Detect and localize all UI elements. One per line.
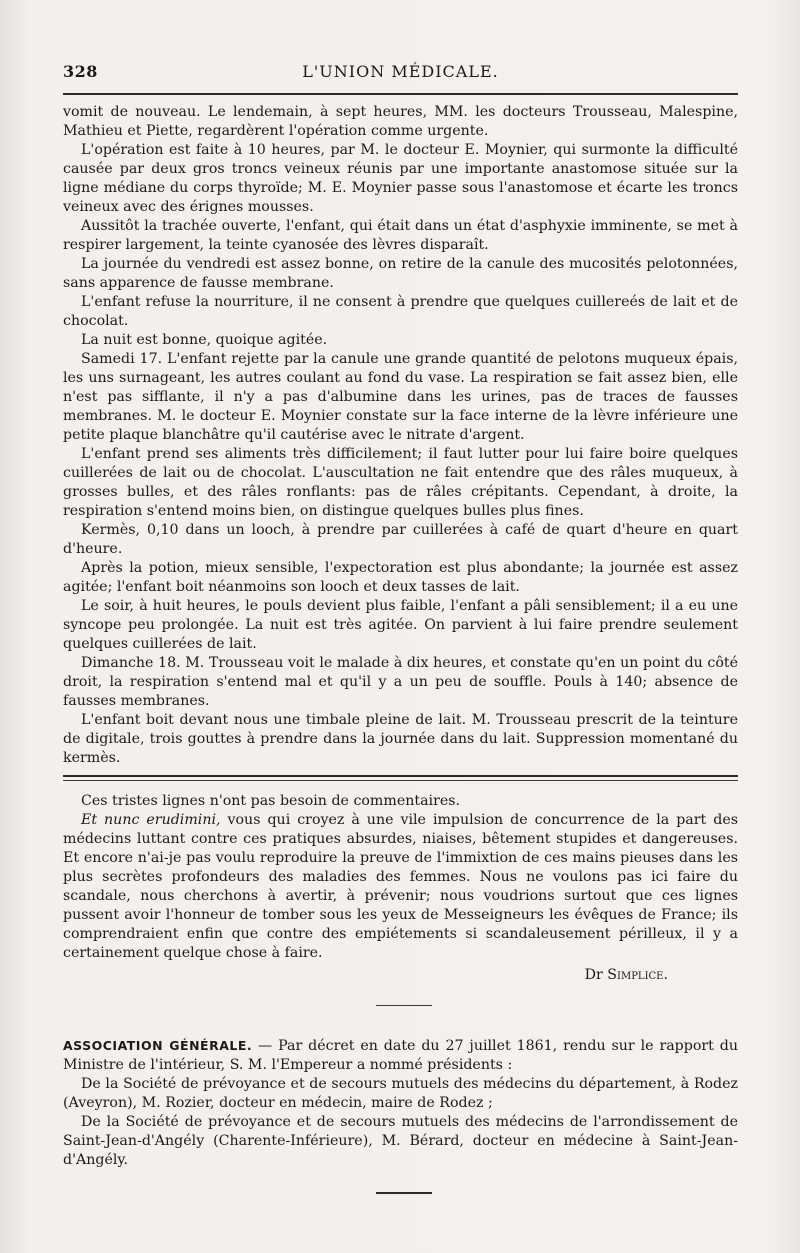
running-header [63,62,738,84]
signature [63,966,738,985]
case-paragraph: L'enfant boit devant nous une timbale pleine de lait. M. Trousseau prescrit de la teinture de digitale, trois gouttes à prendre dans la journée dans du lait. Suppression momentané du kermès. [63,712,738,766]
end-rule [376,1192,432,1194]
association-notice [63,1036,738,1170]
signature-name: Simplice. [607,967,668,983]
section-rule-top [63,775,738,777]
header-rule [63,93,738,95]
association-intro-text: — Par décret en date du 27 juillet 1861, rendu sur le rapport du Ministre de l'intérieur, S. M. l'Empereur a nommé présidents : [63,1038,738,1073]
commentary [63,792,738,985]
commentary-paragraph: Ces tristes lignes n'ont pas besoin de commentaires. [81,793,461,809]
case-paragraph: Aussitôt la trachée ouverte, l'enfant, qui était dans un état d'asphyxie imminente, se met à respirer largement, la teinte cyanosée des lèvres disparaît. [63,218,738,253]
association-item: De la Société de prévoyance et de secours mutuels des médecins de l'arrondissement de Saint-Jean-d'Angély (Charente-Inférieure), M. Bérard, docteur en médecine à Saint-Jean-d'Angély. [63,1114,738,1168]
signature-prefix: Dr [584,967,603,983]
case-paragraph: Après la potion, mieux sensible, l'expectoration est plus abondante; la journée est assez agitée; l'enfant boit néanmoins son looch et deux tasses de lait. [63,560,738,595]
separator-rule [376,1005,432,1006]
commentary-text: vous qui croyez à une vile impulsion de concurrence de la part des médecins luttant contre ces pratiques absurdes, niaises, bêtement stupides et dangereuses. Et encore n'ai-je pas voulu reproduire la preuve de l'immixtion de ces mains pieuses dans les plus secrètes profondeurs des maladies des femmes. Nous ne voulons pas ici faire du scandale, nous cherchons à avertir, à prévenir; nous voudrions surtout que ces lignes pussent avoir l'honneur de tomber sous les yeux de Messeigneurs les évêques de France; ils comprendraient enfin que contre des empiétements si scandaleusement périlleux, il y a certainement quelque chose à faire. [63,812,739,961]
association-lead: ASSOCIATION GÉNÉRALE. [63,1038,253,1053]
commentary-paragraph [63,811,738,963]
journal-title: L'UNION MÉDICALE. [302,62,499,81]
section-rule-bottom [63,780,738,781]
case-paragraph: Kermès, 0,10 dans un looch, à prendre par cuillerées à café de quart d'heure en quart d'heure. [63,522,738,557]
case-paragraph: L'opération est faite à 10 heures, par M. le docteur E. Moynier, qui surmonte la difficulté causée par deux gros troncs veineux réunis par une importante anastomose située sur la ligne médiane du corps thyroïde; M. E. Moynier passe sous l'anastomose et écarte les troncs veineux avec des érignes mousses. [63,142,738,215]
case-paragraph: L'enfant prend ses aliments très difficilement; il faut lutter pour lui faire boire quelques cuillerées de lait ou de chocolat. L'auscultation ne fait entendre que des râles muqueux, à grosses bulles, et des râles ronflants: pas de râles crépitants. Cependant, à droite, la respiration s'entend moins bien, on distingue quelques bulles plus fines. [63,446,738,519]
case-report [63,103,738,768]
case-paragraph: La journée du vendredi est assez bonne, on retire de la canule des mucosités pelotonnées, sans apparence de fausse membrane. [63,256,738,291]
association-item: De la Société de prévoyance et de secours mutuels des médecins du département, à Rodez (Aveyron), M. Rozier, docteur en médecin, maire de Rodez ; [63,1076,738,1111]
case-paragraph: Dimanche 18. M. Trousseau voit le malade à dix heures, et constate qu'en un point du côté droit, la respiration s'entend mal et qu'il y a un peu de souffle. Pouls à 140; absence de fausses membranes. [63,655,738,709]
case-paragraph: Le soir, à huit heures, le pouls devient plus faible, l'enfant a pâli sensiblement; il a eu une syncope peu prolongée. La nuit est très agitée. On parvient à lui faire prendre seulement quelques cuillerées de lait. [63,598,738,652]
page-number: 328 [63,62,98,81]
case-paragraph: La nuit est bonne, quoique agitée. [81,332,328,348]
case-paragraph: L'enfant refuse la nourriture, il ne consent à prendre que quelques cuillereés de lait et de chocolat. [63,294,738,329]
case-paragraph: Samedi 17. L'enfant rejette par la canule une grande quantité de pelotons muqueux épais, les uns surnageant, les autres coulant au fond du vase. La respiration se fait assez bien, elle n'est pas sifflante, il n'y a pas d'albumine dans les urines, pas de traces de fausses membranes. M. le docteur E. Moynier constate sur la face interne de la lèvre inférieure une petite plaque blanchâtre qu'il cautérise avec le nitrate d'argent. [63,351,738,443]
association-intro [63,1036,738,1075]
latin-phrase: Et nunc erudimini, [81,812,221,828]
case-paragraph: vomit de nouveau. Le lendemain, à sept heures, MM. les docteurs Trousseau, Malespine, Mathieu et Piette, regardèrent l'opération comme urgente. [63,104,738,139]
